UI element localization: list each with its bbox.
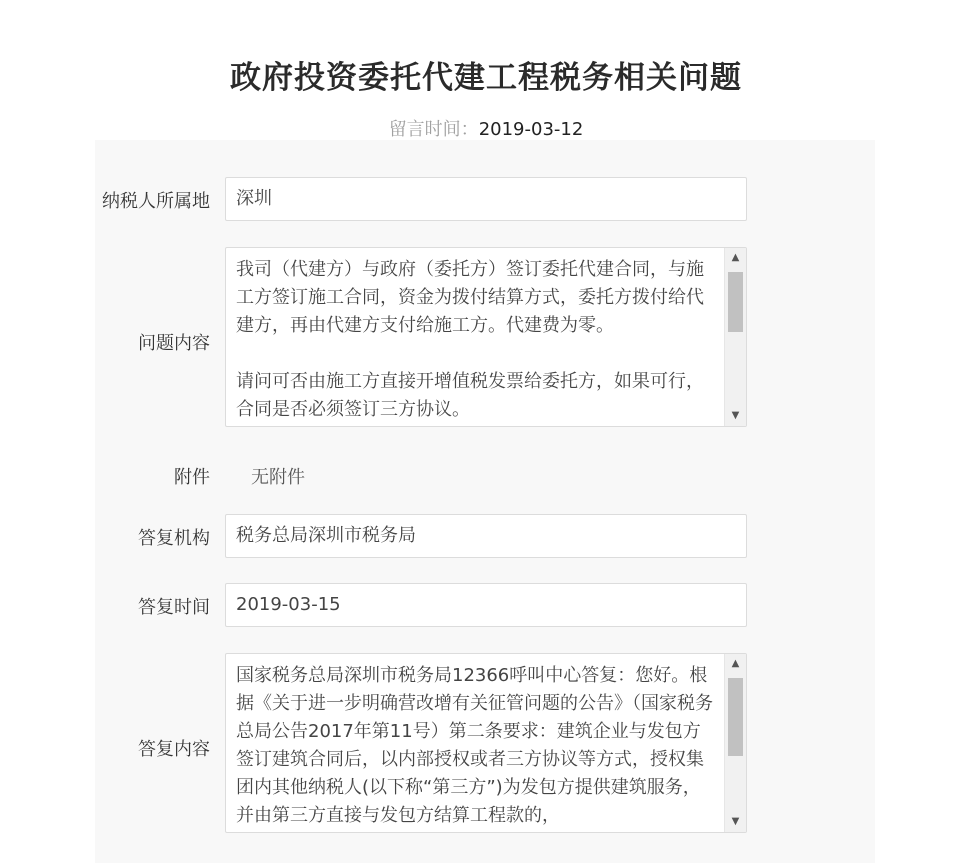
reply-org-label: 答复机构 <box>138 528 210 549</box>
reply-org-field[interactable]: 税务总局深圳市税务局 <box>225 514 747 558</box>
reply-content-paragraph: 国家税务总局深圳市税务局12366呼叫中心答复：您好。根据《关于进一步明确营改增有关征管问题的公告》（国家税务总局公告2017年第11号）第二条要求：建筑企业与发包方签订建筑合同后，以内部授权或者三方协议等方式，授权集团内其他纳税人(以下称“第三方”)为发包方提供建筑服务，并由第三方直接与发包方结算工程款的， <box>236 665 713 826</box>
scroll-down-icon[interactable]: ▼ <box>731 816 740 827</box>
location-label: 纳税人所属地 <box>102 191 210 212</box>
question-paragraph-1: 我司（代建方）与政府（委托方）签订委托代建合同，与施工方签订施工合同，资金为拨付结算方式，委托方拨付给代建方，再由代建方支付给施工方。代建费为零。 <box>236 259 704 336</box>
scroll-up-icon[interactable]: ▲ <box>731 658 740 669</box>
location-field[interactable]: 深圳 <box>225 177 747 221</box>
reply-time-field[interactable]: 2019-03-15 <box>225 583 747 627</box>
question-scrollbar[interactable] <box>724 248 746 426</box>
attachment-value: 无附件 <box>251 467 305 488</box>
attachment-label: 附件 <box>174 467 210 488</box>
scroll-down-icon[interactable]: ▼ <box>731 410 740 421</box>
reply-scrollbar[interactable] <box>724 654 746 832</box>
reply-content-textarea[interactable] <box>225 653 747 833</box>
reply-content-label: 答复内容 <box>138 739 210 760</box>
question-scroll-thumb[interactable] <box>728 272 743 332</box>
question-paragraph-2: 请问可否由施工方直接开增值税发票给委托方，如果可行，合同是否必须签订三方协议。 <box>236 371 704 420</box>
reply-scroll-thumb[interactable] <box>728 678 743 756</box>
message-time-value: 2019-03-12 <box>478 119 584 140</box>
page-title: 政府投资委托代建工程税务相关问题 <box>230 60 742 96</box>
message-time-label: 留言时间： <box>388 119 479 140</box>
reply-time-label: 答复时间 <box>138 597 210 618</box>
question-textarea[interactable] <box>225 247 747 427</box>
scroll-up-icon[interactable]: ▲ <box>731 252 740 263</box>
message-time <box>0 115 972 141</box>
question-label: 问题内容 <box>138 333 210 354</box>
